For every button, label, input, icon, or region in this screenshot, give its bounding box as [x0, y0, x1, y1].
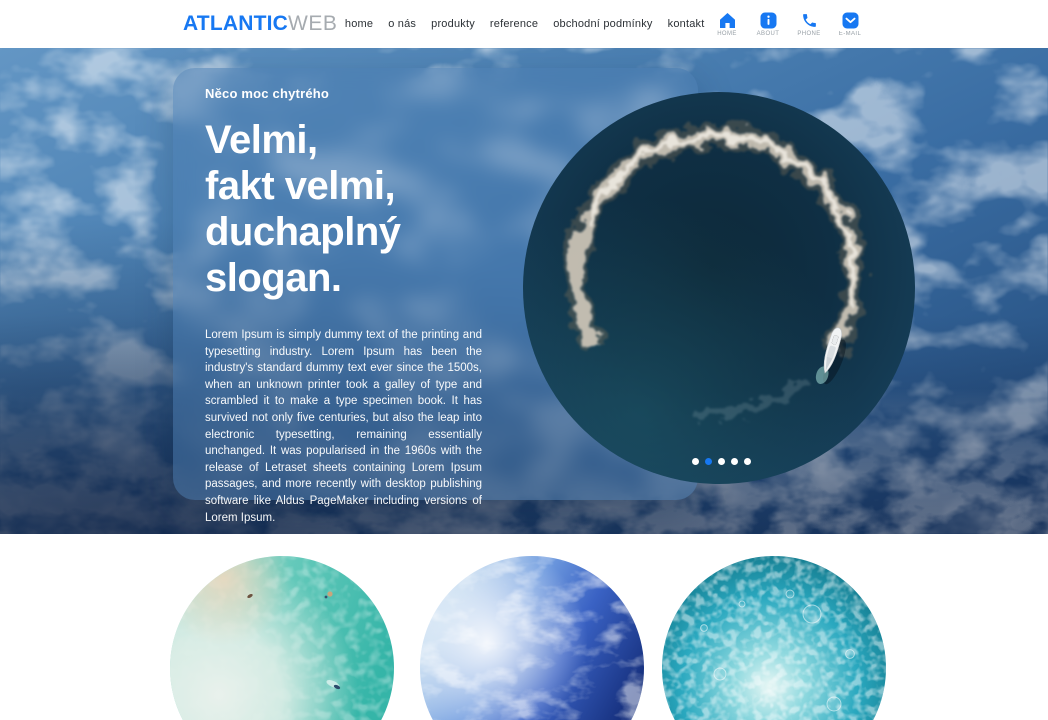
- hero-heading-line: duchaplný: [205, 210, 401, 254]
- carousel-dot[interactable]: [692, 458, 699, 465]
- hero-paragraph: Lorem Ipsum is simply dummy text of the printing and typesetting industry. Lorem Ipsum has been the industry's standard dummy text ever since the 1500s, when an unknown printer took a galley of type and scrambled it to make a type specimen book. It has survived not only five centuries, but also the leap into electronic typesetting, remaining essentially unchanged. It was popularised in the 1960s with the release of Letraset sheets containing Lorem Ipsum passages, and more recently with desktop publishing software like Aldus PageMaker including versions of Lorem Ipsum.: [205, 329, 482, 524]
- phone-icon: [801, 12, 818, 29]
- logo-light-text: WEB: [288, 12, 338, 35]
- nav-item-contact[interactable]: kontakt: [667, 18, 705, 30]
- carousel-dot[interactable]: [731, 458, 738, 465]
- email-icon: [842, 12, 859, 29]
- nav-item-products[interactable]: produkty: [431, 18, 475, 30]
- yacht-circular-wake-photo: [523, 92, 915, 484]
- hero-heading-line: slogan.: [205, 256, 342, 300]
- gallery-section: [0, 534, 1048, 720]
- hero-heading: [205, 117, 505, 301]
- hero-heading-line: Velmi,: [205, 118, 318, 162]
- underwater-bubbles-photo: [662, 556, 886, 720]
- info-icon: [760, 12, 777, 29]
- carousel-dot[interactable]: [718, 458, 725, 465]
- quick-link-home[interactable]: [712, 12, 742, 37]
- hero-heading-line: fakt velmi,: [205, 164, 396, 208]
- nav-item-home[interactable]: home: [344, 18, 374, 30]
- nav-item-terms[interactable]: obchodní podmínky: [553, 18, 653, 30]
- quick-link-label: PHONE: [797, 30, 821, 37]
- quick-link-email[interactable]: [835, 12, 865, 37]
- main-nav: [345, 18, 705, 30]
- logo[interactable]: [183, 12, 337, 36]
- logo-bold-text: ATLANTIC: [183, 12, 289, 35]
- nav-item-reference[interactable]: reference: [489, 18, 539, 30]
- carousel-dot[interactable]: [744, 458, 751, 465]
- hero-eyebrow: Něco moc chytrého: [205, 86, 330, 101]
- quick-link-phone[interactable]: [794, 12, 824, 37]
- nav-item-about[interactable]: o nás: [388, 18, 417, 30]
- quick-link-label: HOME: [717, 30, 737, 37]
- aerial-beach-swimmers-photo: [170, 556, 394, 720]
- header: [0, 0, 1048, 48]
- deep-blue-wave-photo: [420, 556, 644, 720]
- home-icon: [719, 12, 736, 29]
- carousel-dot[interactable]: [705, 458, 712, 465]
- quick-link-about[interactable]: [753, 12, 783, 37]
- carousel-dots: [692, 458, 751, 465]
- hero-section: [0, 48, 1048, 534]
- quick-link-label: E-MAIL: [838, 30, 862, 37]
- quick-links: [712, 12, 865, 37]
- quick-link-label: ABOUT: [756, 30, 780, 37]
